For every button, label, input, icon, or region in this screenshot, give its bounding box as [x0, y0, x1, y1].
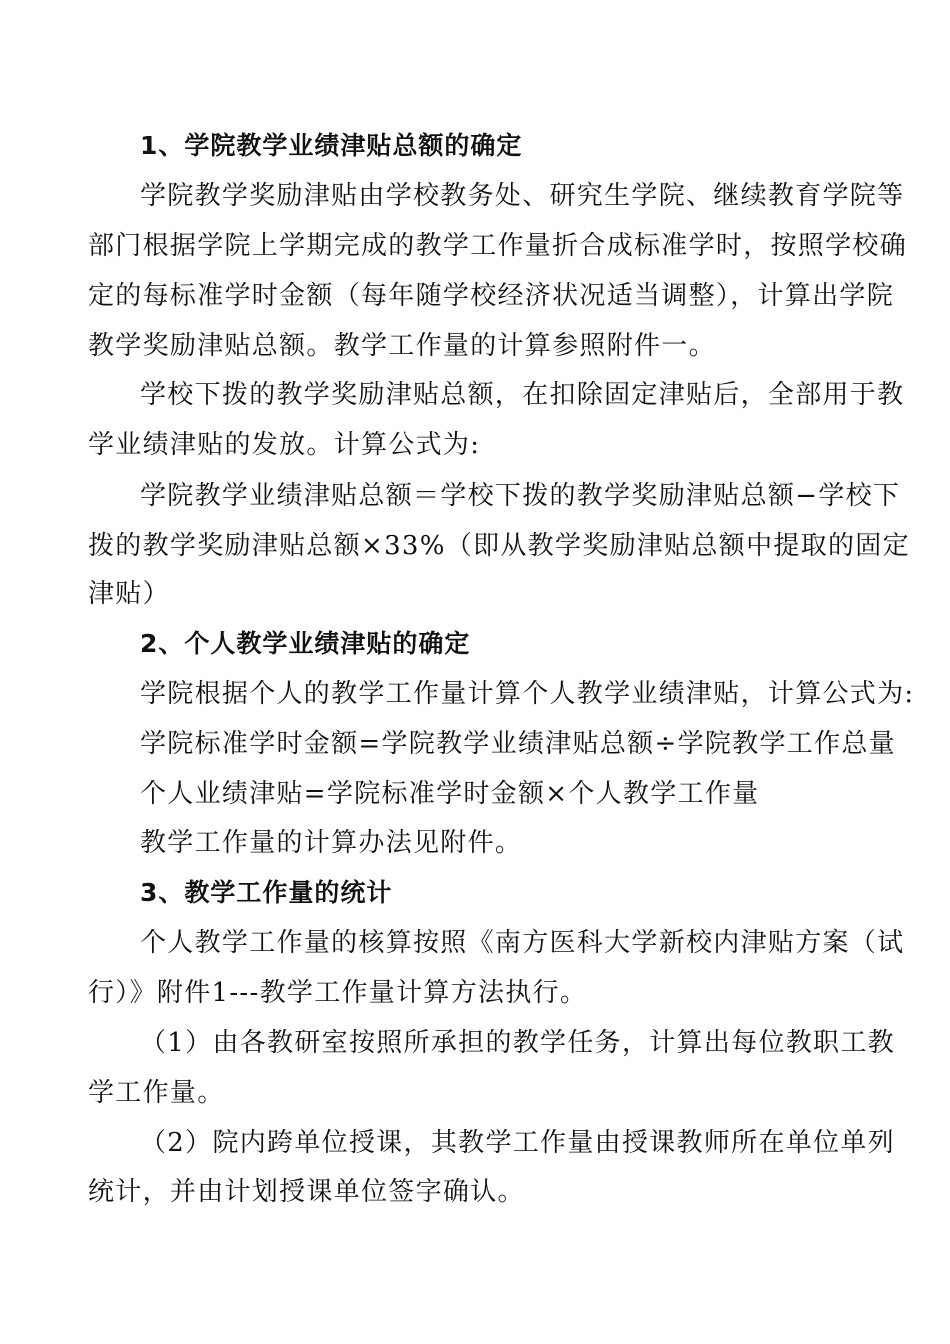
section-3-item-2-line-2: 统计，并由计划授课单位签字确认。: [88, 1177, 525, 1207]
section-1-para-1-line-3: 定的每标准学时金额（每年随学校经济状况适当调整），计算出学院: [88, 281, 895, 311]
section-1-para-3-line-1: 学院教学业绩津贴总额＝学校下拨的教学奖励津贴总额−学校下: [140, 481, 901, 511]
section-3-para-1-line-1: 个人教学工作量的核算按照《南方医科大学新校内津贴方案（试: [140, 928, 905, 958]
section-1-para-2-line-2: 学业绩津贴的发放。计算公式为:: [88, 430, 481, 460]
section-2-line-1: 学院根据个人的教学工作量计算个人教学业绩津贴，计算公式为:: [140, 679, 915, 709]
section-1-para-1-line-4: 教学奖励津贴总额。教学工作量的计算参照附件一。: [88, 331, 716, 361]
section-1-para-2-line-1: 学校下拨的教学奖励津贴总额，在扣除固定津贴后，全部用于教: [140, 380, 905, 410]
section-2-line-3: 个人业绩津贴=学院标准学时金额×个人教学工作量: [140, 779, 760, 809]
section-3-para-1-line-2: 行）》附件1---教学工作量计算方法执行。: [88, 978, 588, 1008]
section-1-para-1-line-2: 部门根据学院上学期完成的教学工作量折合成标准学时，按照学校确: [88, 231, 908, 261]
section-1-para-1-line-1: 学院教学奖励津贴由学校教务处、研究生学院、继续教育学院等: [140, 181, 905, 211]
section-1-para-3-line-2: 拨的教学奖励津贴总额×33%（即从教学奖励津贴总额中提取的固定: [88, 531, 910, 561]
section-1-heading: 1、学院教学业绩津贴总额的确定: [140, 131, 523, 160]
section-3-item-1-line-1: （1）由各教研室按照所承担的教学任务，计算出每位教职工教: [140, 1028, 895, 1058]
section-3-item-2-line-1: （2）院内跨单位授课，其教学工作量由授课教师所在单位单列: [140, 1128, 895, 1158]
section-3-heading: 3、教学工作量的统计: [140, 878, 393, 907]
section-2-heading: 2、个人教学业绩津贴的确定: [140, 629, 471, 658]
section-2-line-4: 教学工作量的计算办法见附件。: [140, 828, 523, 858]
section-3-item-1-line-2: 学工作量。: [88, 1078, 225, 1108]
section-2-line-2: 学院标准学时金额=学院教学业绩津贴总额÷学院教学工作总量: [140, 729, 896, 759]
section-1-para-3-line-3: 津贴）: [88, 579, 170, 609]
